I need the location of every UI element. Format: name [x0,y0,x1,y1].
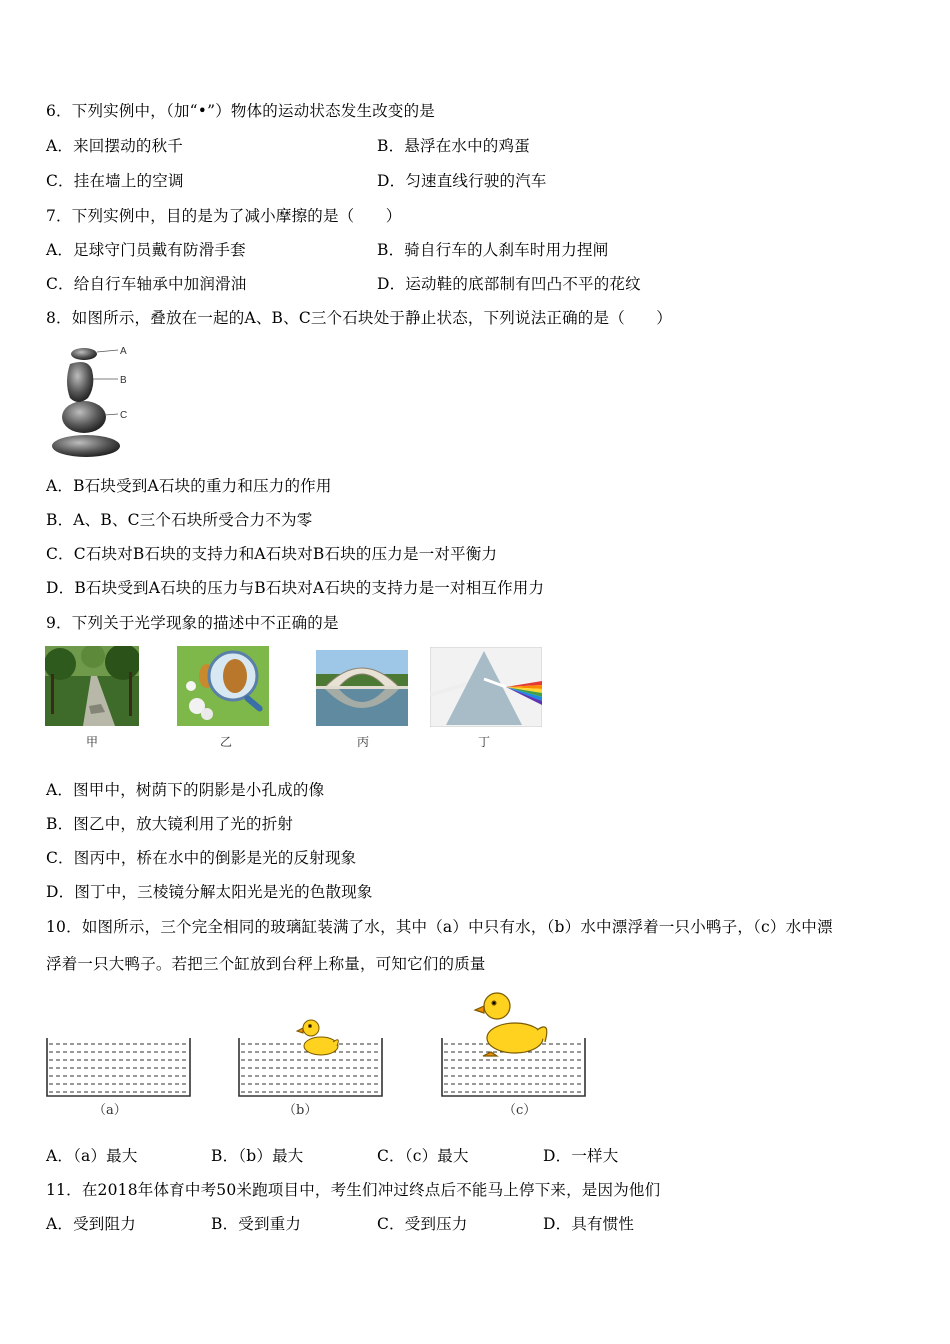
q6-option-b: B．悬浮在水中的鸡蛋 [377,137,530,155]
label-c: C [120,410,128,421]
prism-dispersion-figure [430,647,542,727]
stone-a [71,348,97,360]
q8-option-d: D．B石块受到A石块的压力与B石块对A石块的支持力是一对相互作用力 [46,579,545,597]
q10-option-b: B．（b）最大 [211,1147,304,1165]
caption-a: （a） [93,1103,127,1118]
caption-yi: 乙 [220,735,233,749]
small-duck [297,1020,338,1055]
q11-stem: 11．在2018年体育中考50米跑项目中，考生们冲过终点后不能马上停下来，是因为他们 [46,1181,661,1199]
q7-stem: 7．下列实例中，目的是为了减小摩擦的是（ ） [46,207,402,225]
caption-ding: 丁 [478,735,491,749]
q7-option-d: D．运动鞋的底部制有凹凸不平的花纹 [377,275,641,293]
q9-option-d: D．图丁中，三棱镜分解太阳光是光的色散现象 [46,883,373,901]
q9-option-c: C．图丙中，桥在水中的倒影是光的反射现象 [46,849,357,867]
q9-stem: 9．下列关于光学现象的描述中不正确的是 [46,614,339,632]
stacked-stones-figure [48,342,140,460]
q11-option-b: B．受到重力 [211,1215,302,1233]
q10-option-a: A．（a）最大 [46,1147,138,1165]
q7-option-b: B．骑自行车的人刹车时用力捏闸 [377,241,609,259]
q7-option-c: C．给自行车轴承中加润滑油 [46,275,247,293]
q8-option-c: C．C石块对B石块的支持力和A石块对B石块的压力是一对平衡力 [46,545,498,563]
stone-b [67,362,93,402]
q6-option-a: A．来回摆动的秋千 [46,137,183,155]
q11-option-a: A．受到阻力 [46,1215,136,1233]
caption-jia: 甲 [86,735,99,749]
stone-c [62,401,106,433]
caption-b: （b） [283,1103,318,1118]
q11-option-d: D．具有惯性 [543,1215,635,1233]
q9-option-a: A．图甲中，树荫下的阴影是小孔成的像 [46,781,325,799]
q8-option-b: B．A、B、C三个石块所受合力不为零 [46,511,313,529]
q10-option-c: C．（c）最大 [377,1147,469,1165]
big-duck [475,993,547,1056]
q8-option-a: A．B石块受到A石块的重力和压力的作用 [46,477,332,495]
q8-stem: 8．如图所示，叠放在一起的A、B、C三个石块处于静止状态，下列说法正确的是（ ） [46,309,673,327]
tree-shade-photo [45,646,139,726]
q11-option-c: C．受到压力 [377,1215,468,1233]
q10-stem-line1: 10．如图所示，三个完全相同的玻璃缸装满了水，其中（a）中只有水，（b）水中漂浮着一只小鸭子，（c）水中漂 [46,918,833,936]
q9-option-b: B．图乙中，放大镜利用了光的折射 [46,815,294,833]
magnifier-photo [177,646,269,726]
caption-bing: 丙 [357,735,370,749]
base-stone [52,435,120,457]
q6-stem: 6．下列实例中，（加“•”）物体的运动状态发生改变的是 [46,102,436,120]
arch-bridge-photo [316,650,408,726]
q10-option-d: D．一样大 [543,1147,619,1165]
q6-option-d: D．匀速直线行驶的汽车 [377,172,547,190]
q10-stem-line2: 浮着一只大鸭子。若把三个缸放到台秤上称量，可知它们的质量 [46,955,486,973]
label-a: A [120,346,127,357]
fish-tanks-figure [45,986,587,1118]
q6-option-c: C．挂在墙上的空调 [46,172,184,190]
label-b: B [120,375,127,386]
tank-a [47,1038,190,1096]
caption-c: （c） [503,1103,537,1118]
q7-option-a: A．足球守门员戴有防滑手套 [46,241,246,259]
